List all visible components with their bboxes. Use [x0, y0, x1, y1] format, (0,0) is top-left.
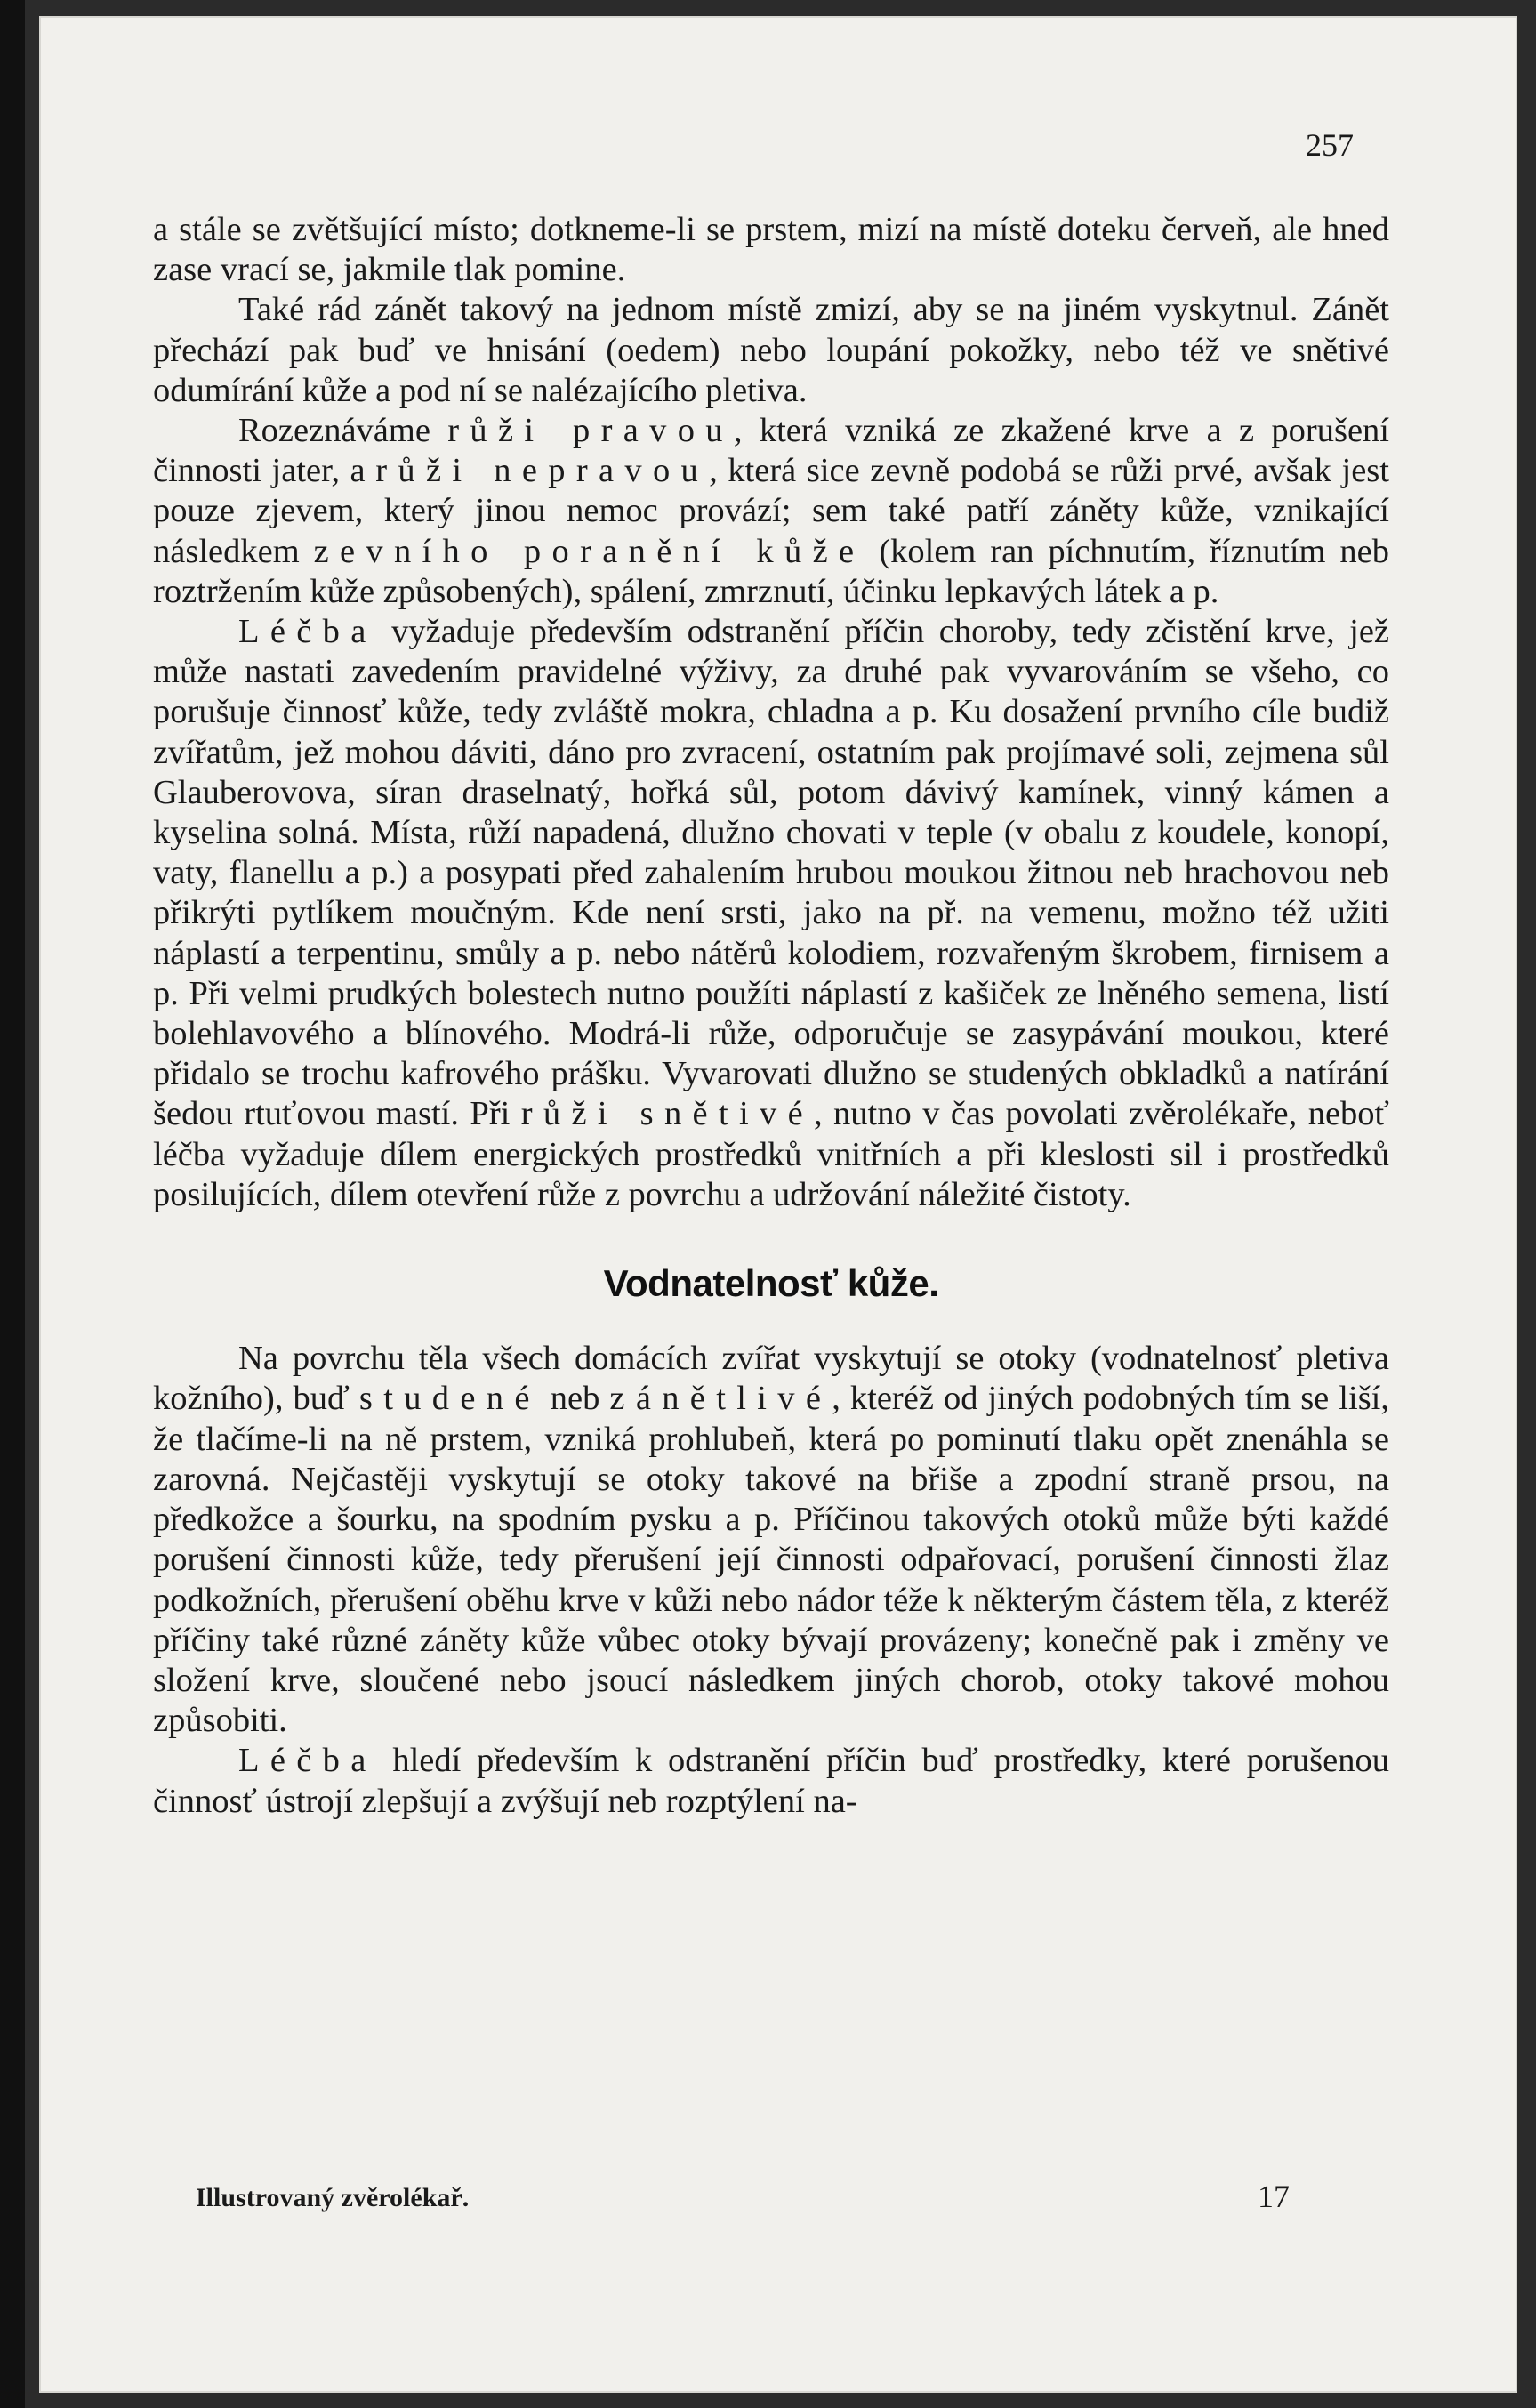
- spaced-term: Léčba: [238, 1742, 377, 1780]
- paragraph-edema: [153, 1339, 1389, 1741]
- spaced-term: studené: [358, 1380, 541, 1418]
- text-run: , která vzniká ze zkažené krve a z porušení činnosti jater, a: [153, 412, 1390, 490]
- text-run: (kolem ran píchnutím, říznutím neb roztržením kůže způsobených), spálení, zmrznutí, účinku lepkavých látek a p.: [153, 532, 1390, 610]
- paragraph-continuation: [153, 210, 1389, 290]
- text-run: hledí především k odstranění příčin buď prostředky, které porušenou činnosť ústrojí zlepšují a zvýšují neb rozptýlení na-: [153, 1742, 1389, 1820]
- text-run: vyžaduje především odstranění příčin choroby, tedy zčistění krve, jež může nastati zavedením pravidelné výživy, za druhé pak vyvarováním se všeho, co porušuje činnosť kůže, tedy zvláště mokra, chladna a p. Ku dosažení prvního cíle budiž zvířatům, jež mohou dáviti, dáno pro zvracení, ostatním pak projímavé soli, zejmena sůl Glauberovova, síran draselnatý, hořká sůl, potom dávivý kamínek, vinný kámen a kyselina solná. Místa, růží napadená, dlužno chovati v teple (v obalu z koudele, konopí, vaty, flanellu a p.) a posypati před zahalením hrubou moukou žitnou neb hrachovou neb přikrýti pytlíkem moučným. Kde není srsti, jako na př. na vemenu, možno též užiti náplastí a terpentinu, smůly a p. nebo nátěrů kolodiem, rozvařeným škrobem, firnisem a p. Při velmi prudkých bolestech nutno použíti náplastí z kašiček ze lněného semena, listí bolehlavového a blínového. Modrá-li růže, odporučuje se zasypávání moukou, které přidalo se trochu kafrového prášku. Vyvarovati dlužno se studených obkladků a natírání šedou rtuťovou mastí. Při: [153, 613, 1389, 1133]
- paragraph-treatment: [153, 612, 1389, 1215]
- paragraph-edema-treatment: [153, 1741, 1389, 1821]
- spaced-term: zánětlivé: [609, 1380, 832, 1418]
- text-run: , nutno v čas povolati zvěrolékaře, neboť léčba vyžaduje dílem energických prostředků vnitřních a při kleslosti sil i prostředků posilujících, dílem otevření růže z povrchu a udržování náležité čistoty.: [153, 1095, 1389, 1213]
- spaced-term: růži snětivé: [520, 1095, 814, 1133]
- page-number: 257: [1306, 127, 1354, 163]
- paragraph-text: Také rád zánět takový na jednom místě zmizí, aby se na jiném vyskytnul. Zánět přechází pak buď ve hnisání (oedem) nebo loupání pokožky, nebo též ve snětivé odumírání kůže a pod ní se nalézajícího pletiva.: [153, 291, 1389, 409]
- spaced-term: růži pravou: [447, 412, 734, 450]
- section-heading: Vodnatelnosť kůže.: [603, 1262, 939, 1305]
- paragraph-text: a stále se zvětšující místo; dotkneme-li se prstem, mizí na místě doteku červeň, ale hned zase vrací se, jakmile tlak pomine.: [153, 211, 1389, 289]
- paragraph-erysipelas-types: [153, 411, 1389, 612]
- text-run: Rozeznáváme: [238, 412, 448, 450]
- paragraph-inflammation-spread: [153, 290, 1389, 411]
- book-page: [39, 16, 1517, 2393]
- footer-book-title: Illustrovaný zvěrolékař.: [196, 2183, 470, 2212]
- spaced-term: zevního poranění kůže: [313, 532, 865, 570]
- page-body: [153, 210, 1389, 1822]
- text-run: , která sice zevně podobá se růži prvé, avšak jest pouze zjevem, který jinou nemoc provází; sem také patří záněty kůže, vznikající následkem: [153, 452, 1389, 570]
- footer-signature-number: 17: [1258, 2178, 1290, 2214]
- scan-left-edge: [0, 0, 25, 2408]
- text-run: , kteréž od jiných podobných tím se liší, že tlačíme-li na ně prstem, vzniká prohlubeň, která po pominutí tlaku opět znenáhla se zarovná. Nejčastěji vyskytují se otoky takové na břiše a zpodní straně prsou, na předkožce a šourku, na spodním pysku a p. Příčinou takových otoků může býti každé porušení činnosti kůže, tedy přerušení její činnosti odpařovací, porušení činnosti žlaz podkožních, přerušení oběhu krve v kůži nebo nádor téže k některým částem těla, z kteréž příčiny také různé záněty kůže vůbec otoky bývají provázeny; konečně pak i změny ve složení krve, sloučené nebo jsoucí následkem jiných chorob, otoky takové mohou způsobiti.: [153, 1380, 1389, 1740]
- spaced-term: Léčba: [238, 613, 377, 651]
- spaced-term: růži nepravou: [375, 452, 710, 490]
- text-run: Na povrchu těla všech domácích zvířat vyskytují se otoky (vodnatelnosť pletiva kožního), buď: [153, 1340, 1389, 1418]
- text-run: neb: [540, 1380, 610, 1418]
